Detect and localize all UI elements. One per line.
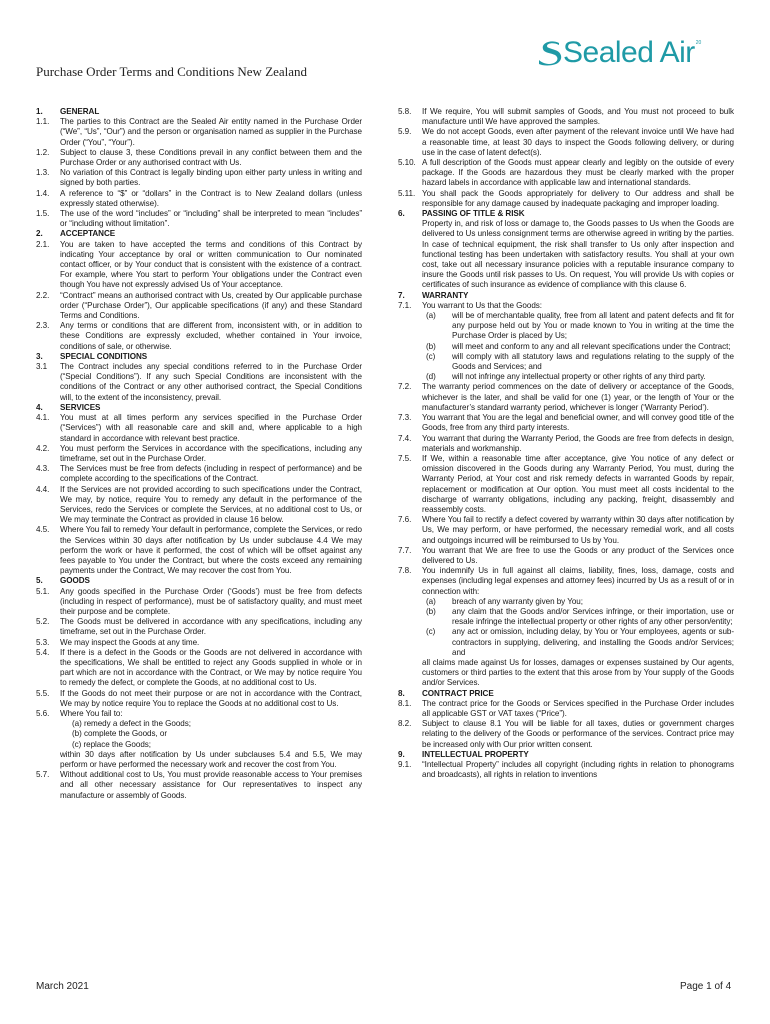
clause-text: You must perform the Services in accordance with the specifications, including any timeframe, set out in the Purchase Order. — [60, 443, 362, 463]
subclause-label: (c) — [426, 627, 436, 637]
clause — [36, 209, 362, 229]
clause-number: 7. — [398, 290, 405, 300]
clause — [398, 107, 734, 127]
section-heading-text: SPECIAL CONDITIONS — [60, 351, 148, 361]
clause-text: The Goods must be delivered in accordance with any specifications, including any timeframe, set out in the Purchase Order. — [60, 617, 362, 637]
list-item: (c) replace the Goods; — [72, 739, 151, 749]
clause-text: Without additional cost to Us, You must provide reasonable access to Your premises and all other necessary assistance for Our representatives to inspect any manufacture or assembly of Goods. — [60, 770, 362, 800]
clause-number: 5. — [36, 576, 43, 586]
section-heading — [36, 352, 362, 362]
clause-number: 9. — [398, 749, 405, 759]
clause-number: 3. — [36, 351, 43, 361]
subclause-label: (c) — [426, 351, 436, 361]
subclause-text: will comply with all statutory laws and regulations relating to the supply of the Goods and Services; and — [452, 351, 734, 372]
sealed-air-logo-mark-icon — [537, 40, 565, 64]
clause-text: You warrant to Us that the Goods: — [422, 300, 542, 310]
section-heading-text: SERVICES — [60, 402, 101, 412]
clause — [398, 566, 734, 597]
section-heading-text: PASSING OF TITLE & RISK — [422, 209, 525, 219]
clause — [36, 444, 362, 464]
clause-text: We do not accept Goods, even after payment of the relevant invoice until We have had a reasonable time, at least 30 days to inspect the Goods following delivery, or during use in the case of latent defect(s). — [422, 127, 734, 157]
subclause-text: any act or omission, including delay, by You or Your employees, agents or sub-contractors in supplying, delivering, and installing the Goods and/or Services; and — [452, 627, 734, 657]
clause-text: If the Goods do not meet their purpose or are not in accordance with the Contract, We may by notice require You to replace the Goods at no additional cost to Us. — [60, 688, 362, 708]
clause-number: 4.1. — [36, 413, 50, 423]
clause-number: 5.8. — [398, 107, 412, 116]
clause-number: 2.3. — [36, 321, 50, 331]
section-heading — [398, 209, 734, 219]
section-heading — [398, 689, 734, 699]
clause-text: You warrant that during the Warranty Period, the Goods are free from defects in design, materials and workmanship. — [422, 433, 734, 453]
left-column — [36, 107, 362, 801]
section-heading — [398, 750, 734, 760]
list-item: (b) complete the Goods, or — [72, 729, 167, 739]
clause — [398, 699, 734, 719]
paragraph: Property in, and risk of loss or damage to, the Goods passes to Us when the Goods are delivered to Us unless consignment terms are otherwise agreed in writing by the parties. In case of technical equipment, the risk shall transfer to Us only after inspection and functional testing has been undertaken with satisfactory results. You shall at your own cost, take out all necessary insurance policies with a reputable insurance company to insure the Goods until risk passes to Us. On request, You will provide Us with copies or certificates of such insurance as evidence of compliance with this clause 6. — [422, 219, 734, 290]
clause — [36, 617, 362, 637]
clause — [398, 546, 734, 566]
section-heading-text: WARRANTY — [422, 290, 469, 300]
clause-text: The Services must be free from defects (including in respect of performance) and be complete according to the specifications of the Contract. — [60, 464, 362, 484]
clause-text: You warrant that You are the legal and beneficial owner, and will convey good title of the Goods, free from any third party interests. — [422, 413, 734, 433]
subclause — [398, 597, 734, 607]
clause-number: 5.1. — [36, 586, 50, 596]
footer-page-number: Page 1 of 4 — [680, 981, 732, 992]
clause-text: The contract price for the Goods or Services specified in the Purchase Order includes all applicable GST or VAT taxes (“Price”). — [422, 698, 734, 718]
clause — [36, 117, 362, 148]
clause — [36, 689, 362, 709]
clause-text: Subject to clause 8.1 You will be liable for all taxes, duties or government charges relating to the delivery of the Goods or performance of the services. Contract price may be increased only with Our prior written consent. — [422, 719, 734, 749]
clause-text: “Contract” means an authorised contract with Us, created by Our applicable purchase order (“Purchase Order”), Our applicable specifications (if any) and these Standard Terms and Conditions. — [60, 290, 362, 321]
clause-number: 4.3. — [36, 464, 50, 474]
clause-text: You shall pack the Goods appropriately for delivery to Our address and shall be responsible for any damage caused by inadequate packaging and improper loading. — [422, 188, 734, 208]
clause-number: 5.5. — [36, 688, 50, 698]
clause-number: 8. — [398, 688, 405, 698]
clause-text: “Intellectual Property” includes all copyright (including rights in relation to phonograms and broadcasts), all rights in relation to inventions — [422, 760, 734, 780]
clause-number: 5.11. — [398, 188, 416, 198]
clause-number: 7.3. — [398, 413, 412, 423]
clause-number: 1.1. — [36, 117, 50, 127]
subclause — [398, 607, 734, 627]
clause — [36, 525, 362, 576]
clause-text: No variation of this Contract is legally binding upon either party unless in writing and signed by both parties. — [60, 168, 362, 188]
clause — [36, 291, 362, 322]
clause-text: If We, within a reasonable time after acceptance, give You notice of any defect or omission discovered in the Goods during any Warranty Period, You must, during the Warranty Period, at Your cost and risk remedy defects in warranted Goods by repair, replacement or modification at Our option. You must meet all costs incidental to the discharge of warranty obligations, including any packing, freight, disassembly and reassembly costs. — [422, 453, 734, 514]
clause — [36, 413, 362, 444]
subclause-text: will not infringe any intellectual property or other rights of any third party. — [452, 372, 706, 382]
clause-number: 6. — [398, 209, 405, 219]
clause-number: 8.1. — [398, 698, 412, 708]
clause-text: A reference to “$” or “dollars” in the Contract is to New Zealand dollars (unless expressly stated otherwise). — [60, 188, 362, 208]
clause-text: Any terms or conditions that are different from, inconsistent with, or in addition to these Conditions are expressly excluded, whether contained in Your invoice, conditions of sale, or otherwise. — [60, 321, 362, 351]
clause — [36, 321, 362, 352]
clause — [36, 648, 362, 689]
clause — [398, 127, 734, 158]
clause-number: 4. — [36, 402, 43, 412]
clause — [36, 189, 362, 209]
clause-number: 1.2. — [36, 147, 50, 157]
clause — [398, 413, 734, 433]
clause-number: 7.4. — [398, 433, 412, 443]
section-heading-text: GENERAL — [60, 107, 100, 116]
subclause-label: (d) — [426, 372, 436, 382]
clause-number: 7.1. — [398, 300, 412, 310]
subclause-label: (a) — [426, 311, 436, 321]
clause-number: 1.3. — [36, 168, 50, 178]
clause-number: 1.5. — [36, 209, 50, 219]
clause-text: You are taken to have accepted the terms and conditions of this Contract by indicating Your acceptance by oral or written communication to Our nominated contact officer, or by Your conduct that is consistent with the existence of a contract. For example, where You start to perform Your obligations under the Contract even though You have not expressly advised Us of Your acceptance. — [60, 239, 362, 290]
subclause — [398, 372, 734, 382]
paragraph: all claims made against Us for losses, damages or expenses sustained by Our agents, customers or third parties to the extent that this arose from by Your supply of the Goods and/or Services. — [422, 657, 734, 688]
clause-number: 7.6. — [398, 515, 412, 525]
subclause-label: (b) — [426, 341, 436, 351]
clause-number: 5.9. — [398, 127, 412, 137]
section-heading — [398, 291, 734, 301]
clause-text: If We require, You will submit samples of Goods, and You must not proceed to bulk manufacture until We have approved the samples. — [422, 107, 734, 127]
clause-number: 2. — [36, 229, 43, 239]
subclause-label: (b) — [426, 606, 436, 616]
clause-number: 5.4. — [36, 647, 50, 657]
clause — [398, 382, 734, 413]
clause-number: 2.2. — [36, 290, 50, 300]
section-heading-text: GOODS — [60, 576, 90, 586]
section-heading — [36, 403, 362, 413]
clause — [36, 709, 362, 719]
clause-text: We may inspect the Goods at any time. — [60, 637, 200, 647]
clause-number: 5.10. — [398, 158, 416, 168]
clause — [398, 158, 734, 189]
clause-number: 3.1 — [36, 362, 48, 372]
clause-number: 5.3. — [36, 637, 50, 647]
clause-text: If the Services are not provided according to such specifications under the Contract, We may, by notice, require You to remedy any default in the performance of the Services, redo the Services or complete the Services, at no additional cost to Us, or We may terminate the Contract as provided in clause 16 below. — [60, 484, 362, 525]
document-title: Purchase Order Terms and Conditions New Zealand — [36, 64, 308, 79]
right-column — [398, 107, 734, 780]
sealed-air-logo — [537, 38, 701, 68]
subclause-text: will meet and conform to any and all relevant specifications under the Contract; — [452, 341, 731, 351]
clause-text: You warrant that We are free to use the Goods or any product of the Services once delivered to Us. — [422, 545, 734, 565]
subclause-label: (a) — [426, 596, 436, 606]
subclause — [398, 311, 734, 342]
clause — [36, 168, 362, 188]
subclause — [398, 352, 734, 372]
clause — [36, 464, 362, 484]
clause — [36, 587, 362, 618]
section-heading — [36, 576, 362, 586]
clause-number: 5.6. — [36, 708, 50, 718]
clause — [36, 362, 362, 403]
section-heading-text: CONTRACT PRICE — [422, 688, 494, 698]
clause-number: 8.2. — [398, 719, 412, 729]
subclause — [398, 342, 734, 352]
clause-text: If there is a defect in the Goods or the Goods are not delivered in accordance with the specifications, We shall be entitled to reject any Goods supplied in whole or in part which are not in accordance with the Contract, or We may by notice require You to remedy the defect, or complete the Goods, at no additional cost to Us. — [60, 647, 362, 688]
subclause-text: will be of merchantable quality, free from all latent and patent defects and fit for any purpose held out by You or made known to You in writing at the time the Purchase Order is placed by Us; — [452, 311, 734, 341]
clause-number: 4.2. — [36, 443, 50, 453]
clause-text: You indemnify Us in full against all claims, liability, fines, loss, damage, costs and expenses (including legal expenses and attorney fees) incurred by Us as a result of or in connection with: — [422, 566, 734, 596]
clause-number: 9.1. — [398, 760, 412, 769]
clause — [36, 638, 362, 648]
clause-text: A full description of the Goods must appear clearly and legibly on the outside of every package. If the Goods are hazardous they must be clearly marked with the proper hazard labels in accordance with applicable law and international standards. — [422, 158, 734, 188]
clause-text: The use of the word “includes” or “including” shall be interpreted to mean “includes” or “including without limitation”. — [60, 209, 362, 229]
clause — [36, 148, 362, 168]
clause-text: The parties to this Contract are the Sealed Air entity named in the Purchase Order (“We”, “Us”, “Our”) and the person or organisation named as supplier in the Purchase Order (“You”, “Your”). — [60, 117, 362, 147]
clause-number: 4.4. — [36, 484, 50, 494]
section-heading — [36, 229, 362, 239]
clause — [36, 770, 362, 801]
clause-text: Where You fail to remedy Your default in performance, complete the Services, or redo the Services within 30 days after notification by Us under subclause 4.4 We may perform the work or have it performed, the cost of which will be offset against any fees payable to You under the Contract, but where the costs exceed any remaining payments under the Contract, We may recover the cost from You. — [60, 525, 362, 576]
clause — [398, 719, 734, 750]
subclause-text: any claim that the Goods and/or Services infringe, or their importation, use or resale infringe the intellectual property or other rights of any other person/entity; — [452, 606, 734, 627]
clause-number: 2.1. — [36, 239, 50, 249]
clause-number: 7.7. — [398, 545, 412, 555]
clause-number: 7.2. — [398, 382, 412, 392]
clause — [36, 485, 362, 526]
clause — [398, 301, 734, 311]
clause-text: The Contract includes any special conditions referred to in the Purchase Order (“Special Conditions”). If any such Special Conditions are inconsistent with the conditions of the Contract or any other authorised contract, the Special Conditions will, to the extent of the inconsistency, prevail. — [60, 362, 362, 402]
clause — [398, 189, 734, 209]
clause-number: 5.7. — [36, 770, 50, 780]
list-item: (a) remedy a defect in the Goods; — [72, 719, 191, 729]
clause-text: Where You fail to rectify a defect covered by warranty within 30 days after notification by Us, We may perform, or have performed, the necessary remedial work, and all costs and outgoings incurred will be reimbursed to Us by You. — [422, 515, 734, 545]
clause — [398, 454, 734, 515]
section-heading-text: INTELLECTUAL PROPERTY — [422, 749, 529, 759]
clause-text: Subject to clause 3, these Conditions prevail in any conflict between them and the Purchase Order or any authorised contract with Us. — [60, 147, 362, 168]
clause — [398, 760, 734, 780]
clause — [36, 240, 362, 291]
clause-number: 7.8. — [398, 566, 412, 576]
logo-superscript: 20 — [695, 40, 702, 46]
section-heading-text: ACCEPTANCE — [60, 229, 116, 239]
clause-text: Any goods specified in the Purchase Order (‘Goods’) must be free from defects (including in respect of performance), must be of satisfactory quality, and must meet their purpose and be complete. — [60, 586, 362, 616]
logo-wordmark: Sealed Air — [563, 36, 695, 69]
subclause — [398, 627, 734, 658]
clause-number: 5.2. — [36, 617, 50, 627]
section-heading — [36, 107, 362, 117]
clause-number: 1. — [36, 107, 43, 116]
paragraph: within 30 days after notification by Us under subclauses 5.4 and 5.5, We may perform or have performed the necessary work and recover the cost from You. — [60, 749, 362, 769]
subclause-text: breach of any warranty given by You; — [452, 596, 583, 606]
clause-number: 1.4. — [36, 188, 50, 198]
clause-text: Where You fail to: — [60, 708, 123, 718]
clause-text: You must at all times perform any services specified in the Purchase Order (“Services”) with all reasonable care and skill and, where applicable to a high standard in accordance with relevant best practice. — [60, 413, 362, 443]
clause — [398, 434, 734, 454]
footer-date: March 2021 — [36, 981, 89, 992]
clause-number: 4.5. — [36, 525, 50, 535]
clause — [398, 515, 734, 546]
clause-number: 7.5. — [398, 453, 412, 463]
clause-text: The warranty period commences on the date of delivery or acceptance of the Goods, whichever is the later, and shall be valid for one (1) year, or the length of Your or the manufacturer’s standard warranty period, whichever is longer (‘Warranty Period’). — [422, 382, 734, 412]
